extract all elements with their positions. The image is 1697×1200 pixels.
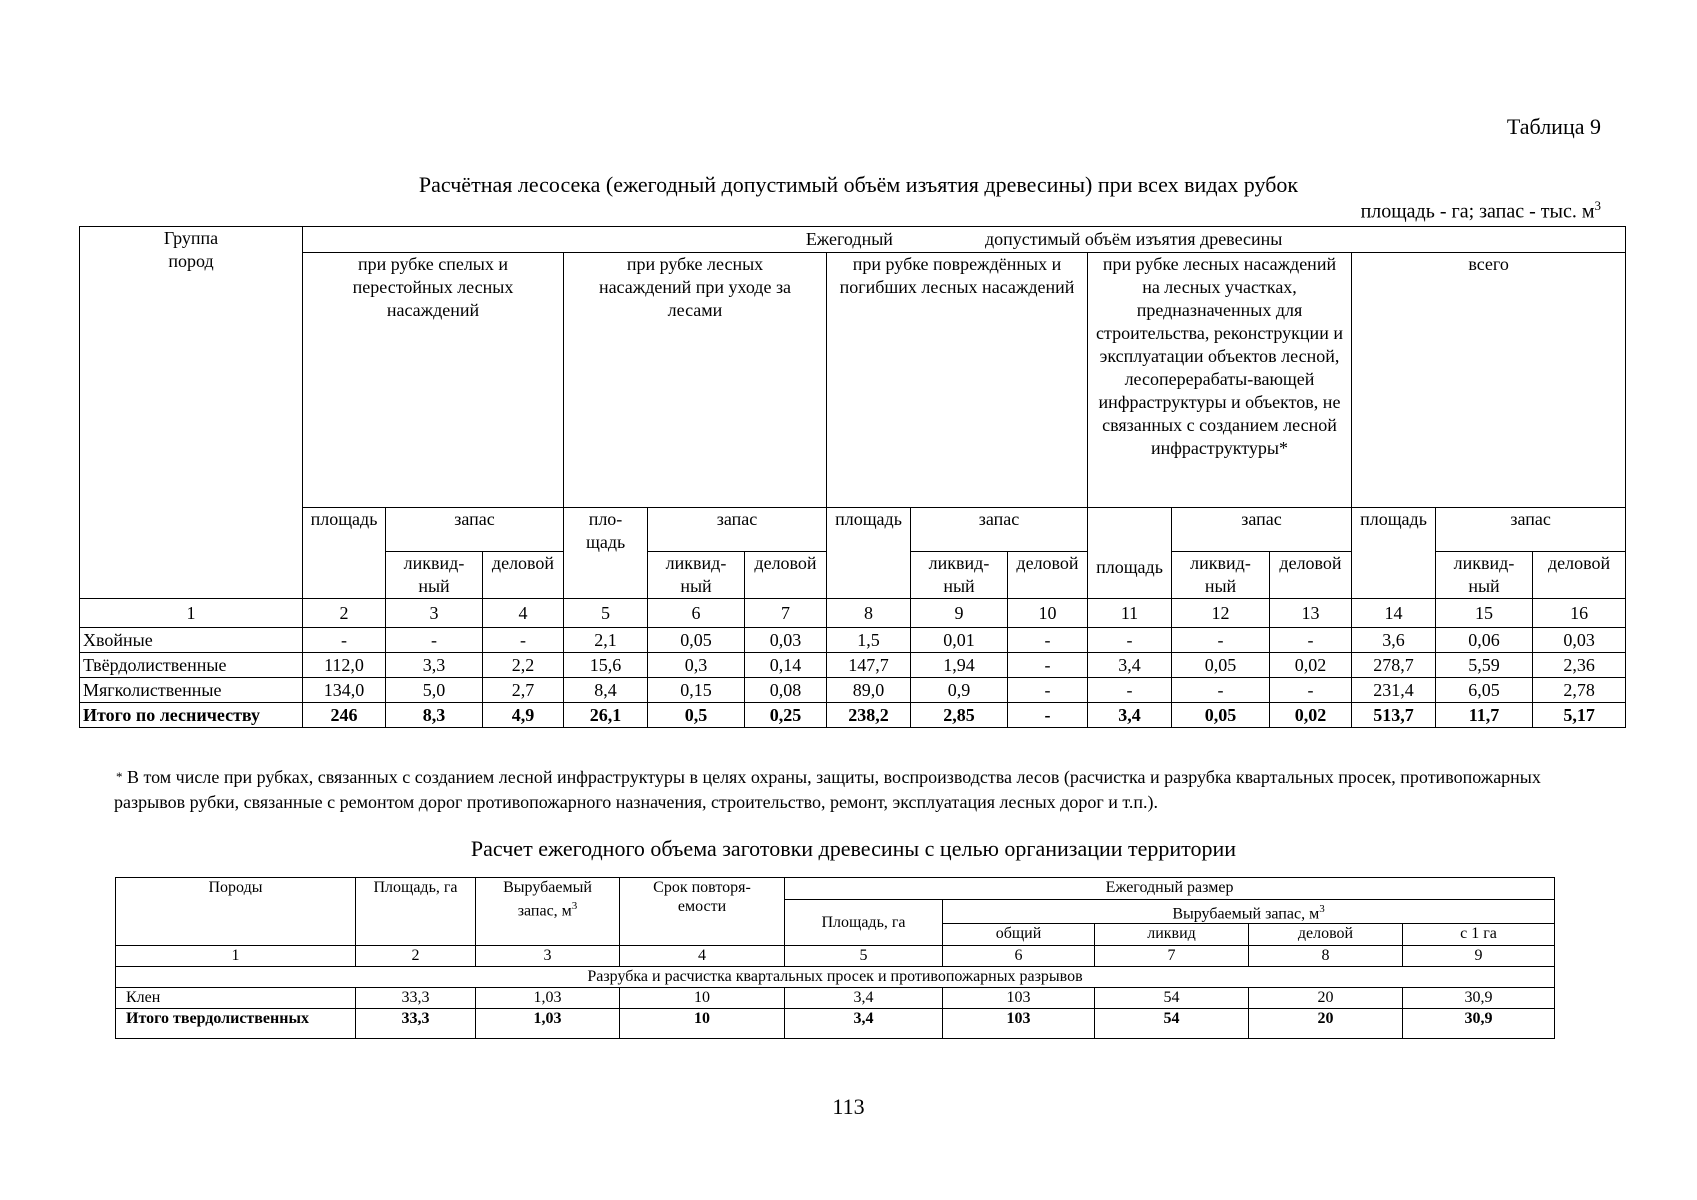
- header-liquid: ликвид-ный: [1436, 552, 1533, 599]
- section-row: Разрубка и расчистка квартальных просек и противопожарных разрывов: [116, 967, 1555, 988]
- cell-value: 3,4: [785, 1009, 943, 1039]
- column-number: 6: [648, 599, 745, 628]
- table-row: [80, 628, 1626, 653]
- cell-value: 20: [1249, 988, 1403, 1009]
- cell-value: 147,7: [827, 653, 911, 678]
- cell-value: 2,7: [483, 678, 564, 703]
- cell-value: 2,1: [564, 628, 648, 653]
- header-group-species: Группа пород: [80, 227, 303, 599]
- header-area: площадь: [827, 508, 911, 599]
- header-annual-stock: Вырубаемый запас, $м^3$: [943, 900, 1555, 924]
- cell-value: 513,7: [1352, 703, 1436, 728]
- header-liquid: ликвид-ный: [386, 552, 483, 599]
- column-number: 15: [1436, 599, 1533, 628]
- cell-value: 103: [943, 988, 1095, 1009]
- cell-value: 3,4: [1088, 653, 1172, 678]
- cell-value: -: [1088, 678, 1172, 703]
- header-stock: запас: [386, 508, 564, 552]
- cell-value: 112,0: [303, 653, 386, 678]
- column-number: 3: [476, 946, 620, 967]
- table1-title: Расчётная лесосека (ежегодный допустимый объём изъятия древесины) при всех видах рубок: [418, 172, 1299, 197]
- column-number: 4: [620, 946, 785, 967]
- header-area: площадь: [1352, 508, 1436, 599]
- cell-value: 6,05: [1436, 678, 1533, 703]
- column-number: 5: [564, 599, 648, 628]
- header-liquid: ликвид-ный: [911, 552, 1008, 599]
- cell-value: -: [483, 628, 564, 653]
- column-number: 6: [943, 946, 1095, 967]
- header-repeat-period: Срок повторя-емости: [620, 878, 785, 946]
- cell-value: 238,2: [827, 703, 911, 728]
- header-area: площадь: [1088, 508, 1172, 599]
- cell-value: 3,6: [1352, 628, 1436, 653]
- cell-value: 0,14: [745, 653, 827, 678]
- cell-value: -: [1172, 628, 1270, 653]
- header-cat-damaged: при рубке повреждённых и погибших лесных насаждений: [827, 253, 1088, 508]
- header-species: Породы: [116, 878, 356, 946]
- header-annual-area: Площадь, га: [785, 900, 943, 946]
- row-label: Итого твердолиственных: [116, 1009, 356, 1039]
- cell-value: 1,94: [911, 653, 1008, 678]
- cell-value: 10: [620, 1009, 785, 1039]
- column-number: 1: [80, 599, 303, 628]
- cell-value: 1,03: [476, 988, 620, 1009]
- row-label: Клен: [116, 988, 356, 1009]
- column-number: 16: [1533, 599, 1626, 628]
- header-liquid: ликвид: [1095, 924, 1249, 946]
- cell-value: 1,03: [476, 1009, 620, 1039]
- column-number: 1: [116, 946, 356, 967]
- cell-value: 15,6: [564, 653, 648, 678]
- cell-value: 8,3: [386, 703, 483, 728]
- column-number: 11: [1088, 599, 1172, 628]
- header-business: деловой: [745, 552, 827, 599]
- cell-value: -: [1088, 628, 1172, 653]
- cell-value: 2,36: [1533, 653, 1626, 678]
- clearing-volume-table: [115, 877, 1555, 1039]
- cell-value: 5,17: [1533, 703, 1626, 728]
- annual-cutting-table: [79, 226, 1626, 728]
- cell-value: -: [1008, 703, 1088, 728]
- cell-value: 0,03: [745, 628, 827, 653]
- cell-value: 0,02: [1270, 653, 1352, 678]
- cell-value: 1,5: [827, 628, 911, 653]
- cell-value: 5,0: [386, 678, 483, 703]
- cell-value: 231,4: [1352, 678, 1436, 703]
- cell-value: -: [1008, 628, 1088, 653]
- cell-value: 2,78: [1533, 678, 1626, 703]
- header-business: деловой: [1533, 552, 1626, 599]
- cell-value: 8,4: [564, 678, 648, 703]
- cell-value: 10: [620, 988, 785, 1009]
- header-business: деловой: [1270, 552, 1352, 599]
- header-business: деловой: [1008, 552, 1088, 599]
- cell-value: 278,7: [1352, 653, 1436, 678]
- cell-value: -: [1270, 678, 1352, 703]
- header-area: пло-щадь: [564, 508, 648, 599]
- cell-value: 3,3: [386, 653, 483, 678]
- cell-value: 54: [1095, 988, 1249, 1009]
- column-number: 8: [827, 599, 911, 628]
- header-total: общий: [943, 924, 1095, 946]
- cell-value: 134,0: [303, 678, 386, 703]
- cell-value: 0,05: [648, 628, 745, 653]
- header-cat-thinning: при рубке лесных насаждений при уходе за лесами: [564, 253, 827, 508]
- cell-value: 0,15: [648, 678, 745, 703]
- header-stock: запас: [911, 508, 1088, 552]
- cell-value: -: [386, 628, 483, 653]
- cell-value: 33,3: [356, 1009, 476, 1039]
- table-row: [116, 1009, 1555, 1039]
- column-number: 12: [1172, 599, 1270, 628]
- table2-title: Расчет ежегодного объема заготовки древесины с целью организации территории: [470, 836, 1237, 861]
- table1-units: площадь - га; запас - тыс. $м^3$: [1360, 198, 1601, 223]
- column-number: 3: [386, 599, 483, 628]
- cell-value: -: [1172, 678, 1270, 703]
- header-area: Площадь, га: [356, 878, 476, 946]
- header-annual: Ежегодный допустимый объём изъятия древесины: [303, 227, 1626, 253]
- cell-value: 4,9: [483, 703, 564, 728]
- cell-value: 33,3: [356, 988, 476, 1009]
- header-liquid: ликвид-ный: [1172, 552, 1270, 599]
- cell-value: 20: [1249, 1009, 1403, 1039]
- table-row: [80, 653, 1626, 678]
- row-label: Твёрдолиственные: [80, 653, 303, 678]
- table-number: Таблица 9: [1506, 114, 1601, 139]
- cell-value: 2,2: [483, 653, 564, 678]
- cell-value: 0,02: [1270, 703, 1352, 728]
- cell-value: 26,1: [564, 703, 648, 728]
- cell-value: -: [303, 628, 386, 653]
- column-number: 9: [1403, 946, 1555, 967]
- cell-value: 0,08: [745, 678, 827, 703]
- header-stock: запас: [1172, 508, 1352, 552]
- cell-value: 11,7: [1436, 703, 1533, 728]
- page-number: 113: [832, 1094, 865, 1119]
- header-liquid: ликвид-ный: [648, 552, 745, 599]
- header-cat-total: всего: [1352, 253, 1626, 508]
- column-number: 5: [785, 946, 943, 967]
- header-felled-stock: Вырубаемый запас, $м^3$: [476, 878, 620, 946]
- cell-value: -: [1008, 678, 1088, 703]
- cell-value: 0,3: [648, 653, 745, 678]
- cell-value: -: [1270, 628, 1352, 653]
- row-label: Хвойные: [80, 628, 303, 653]
- row-label: Мягколиственные: [80, 678, 303, 703]
- column-number: 8: [1249, 946, 1403, 967]
- cell-value: 3,4: [1088, 703, 1172, 728]
- column-number: 7: [1095, 946, 1249, 967]
- header-per-ha: с 1 га: [1403, 924, 1555, 946]
- column-number: 2: [356, 946, 476, 967]
- column-number: 13: [1270, 599, 1352, 628]
- cell-value: 5,59: [1436, 653, 1533, 678]
- column-numbers-row: [116, 946, 1555, 967]
- footnote: * В том числе при рубках, связанных с созданием лесной инфраструктуры в целях охраны, защиты, воспроизводства лесов (расчистка и разрубка квартальных просек, противопожарных разрывов рубки, связанные с ремонтом дорог противопожарного назначения, строительство, ремонт, эксплуатация лесных дорог и т.п.).: [114, 767, 1541, 812]
- column-numbers-row: [80, 599, 1626, 628]
- table-row: [80, 703, 1626, 728]
- row-label: Итого по лесничеству: [80, 703, 303, 728]
- column-number: 9: [911, 599, 1008, 628]
- table-row: [80, 678, 1626, 703]
- column-number: 7: [745, 599, 827, 628]
- cell-value: 30,9: [1403, 1009, 1555, 1039]
- header-cat-construction: при рубке лесных насаждений на лесных участках, предназначенных для строительства, реконструкции и эксплуатации объектов лесной, лесоперерабаты-вающей инфраструктуры и объектов, не связанных с созданием лесной инфраструктуры*: [1088, 253, 1352, 508]
- column-number: 10: [1008, 599, 1088, 628]
- column-number: 4: [483, 599, 564, 628]
- cell-value: 0,05: [1172, 653, 1270, 678]
- cell-value: 54: [1095, 1009, 1249, 1039]
- header-cat-mature: при рубке спелых и перестойных лесных насаждений: [303, 253, 564, 508]
- column-number: 2: [303, 599, 386, 628]
- cell-value: 103: [943, 1009, 1095, 1039]
- cell-value: 246: [303, 703, 386, 728]
- header-stock: запас: [1436, 508, 1626, 552]
- header-business: деловой: [483, 552, 564, 599]
- cell-value: 2,85: [911, 703, 1008, 728]
- cell-value: 89,0: [827, 678, 911, 703]
- cell-value: 3,4: [785, 988, 943, 1009]
- cell-value: 30,9: [1403, 988, 1555, 1009]
- table-row: [116, 988, 1555, 1009]
- cell-value: 0,01: [911, 628, 1008, 653]
- cell-value: 0,06: [1436, 628, 1533, 653]
- cell-value: 0,05: [1172, 703, 1270, 728]
- column-number: 14: [1352, 599, 1436, 628]
- cell-value: 0,5: [648, 703, 745, 728]
- cell-value: 0,25: [745, 703, 827, 728]
- header-area: площадь: [303, 508, 386, 599]
- cell-value: 0,03: [1533, 628, 1626, 653]
- header-business: деловой: [1249, 924, 1403, 946]
- header-annual-size: Ежегодный размер: [785, 878, 1555, 900]
- cell-value: -: [1008, 653, 1088, 678]
- cell-value: 0,9: [911, 678, 1008, 703]
- header-stock: запас: [648, 508, 827, 552]
